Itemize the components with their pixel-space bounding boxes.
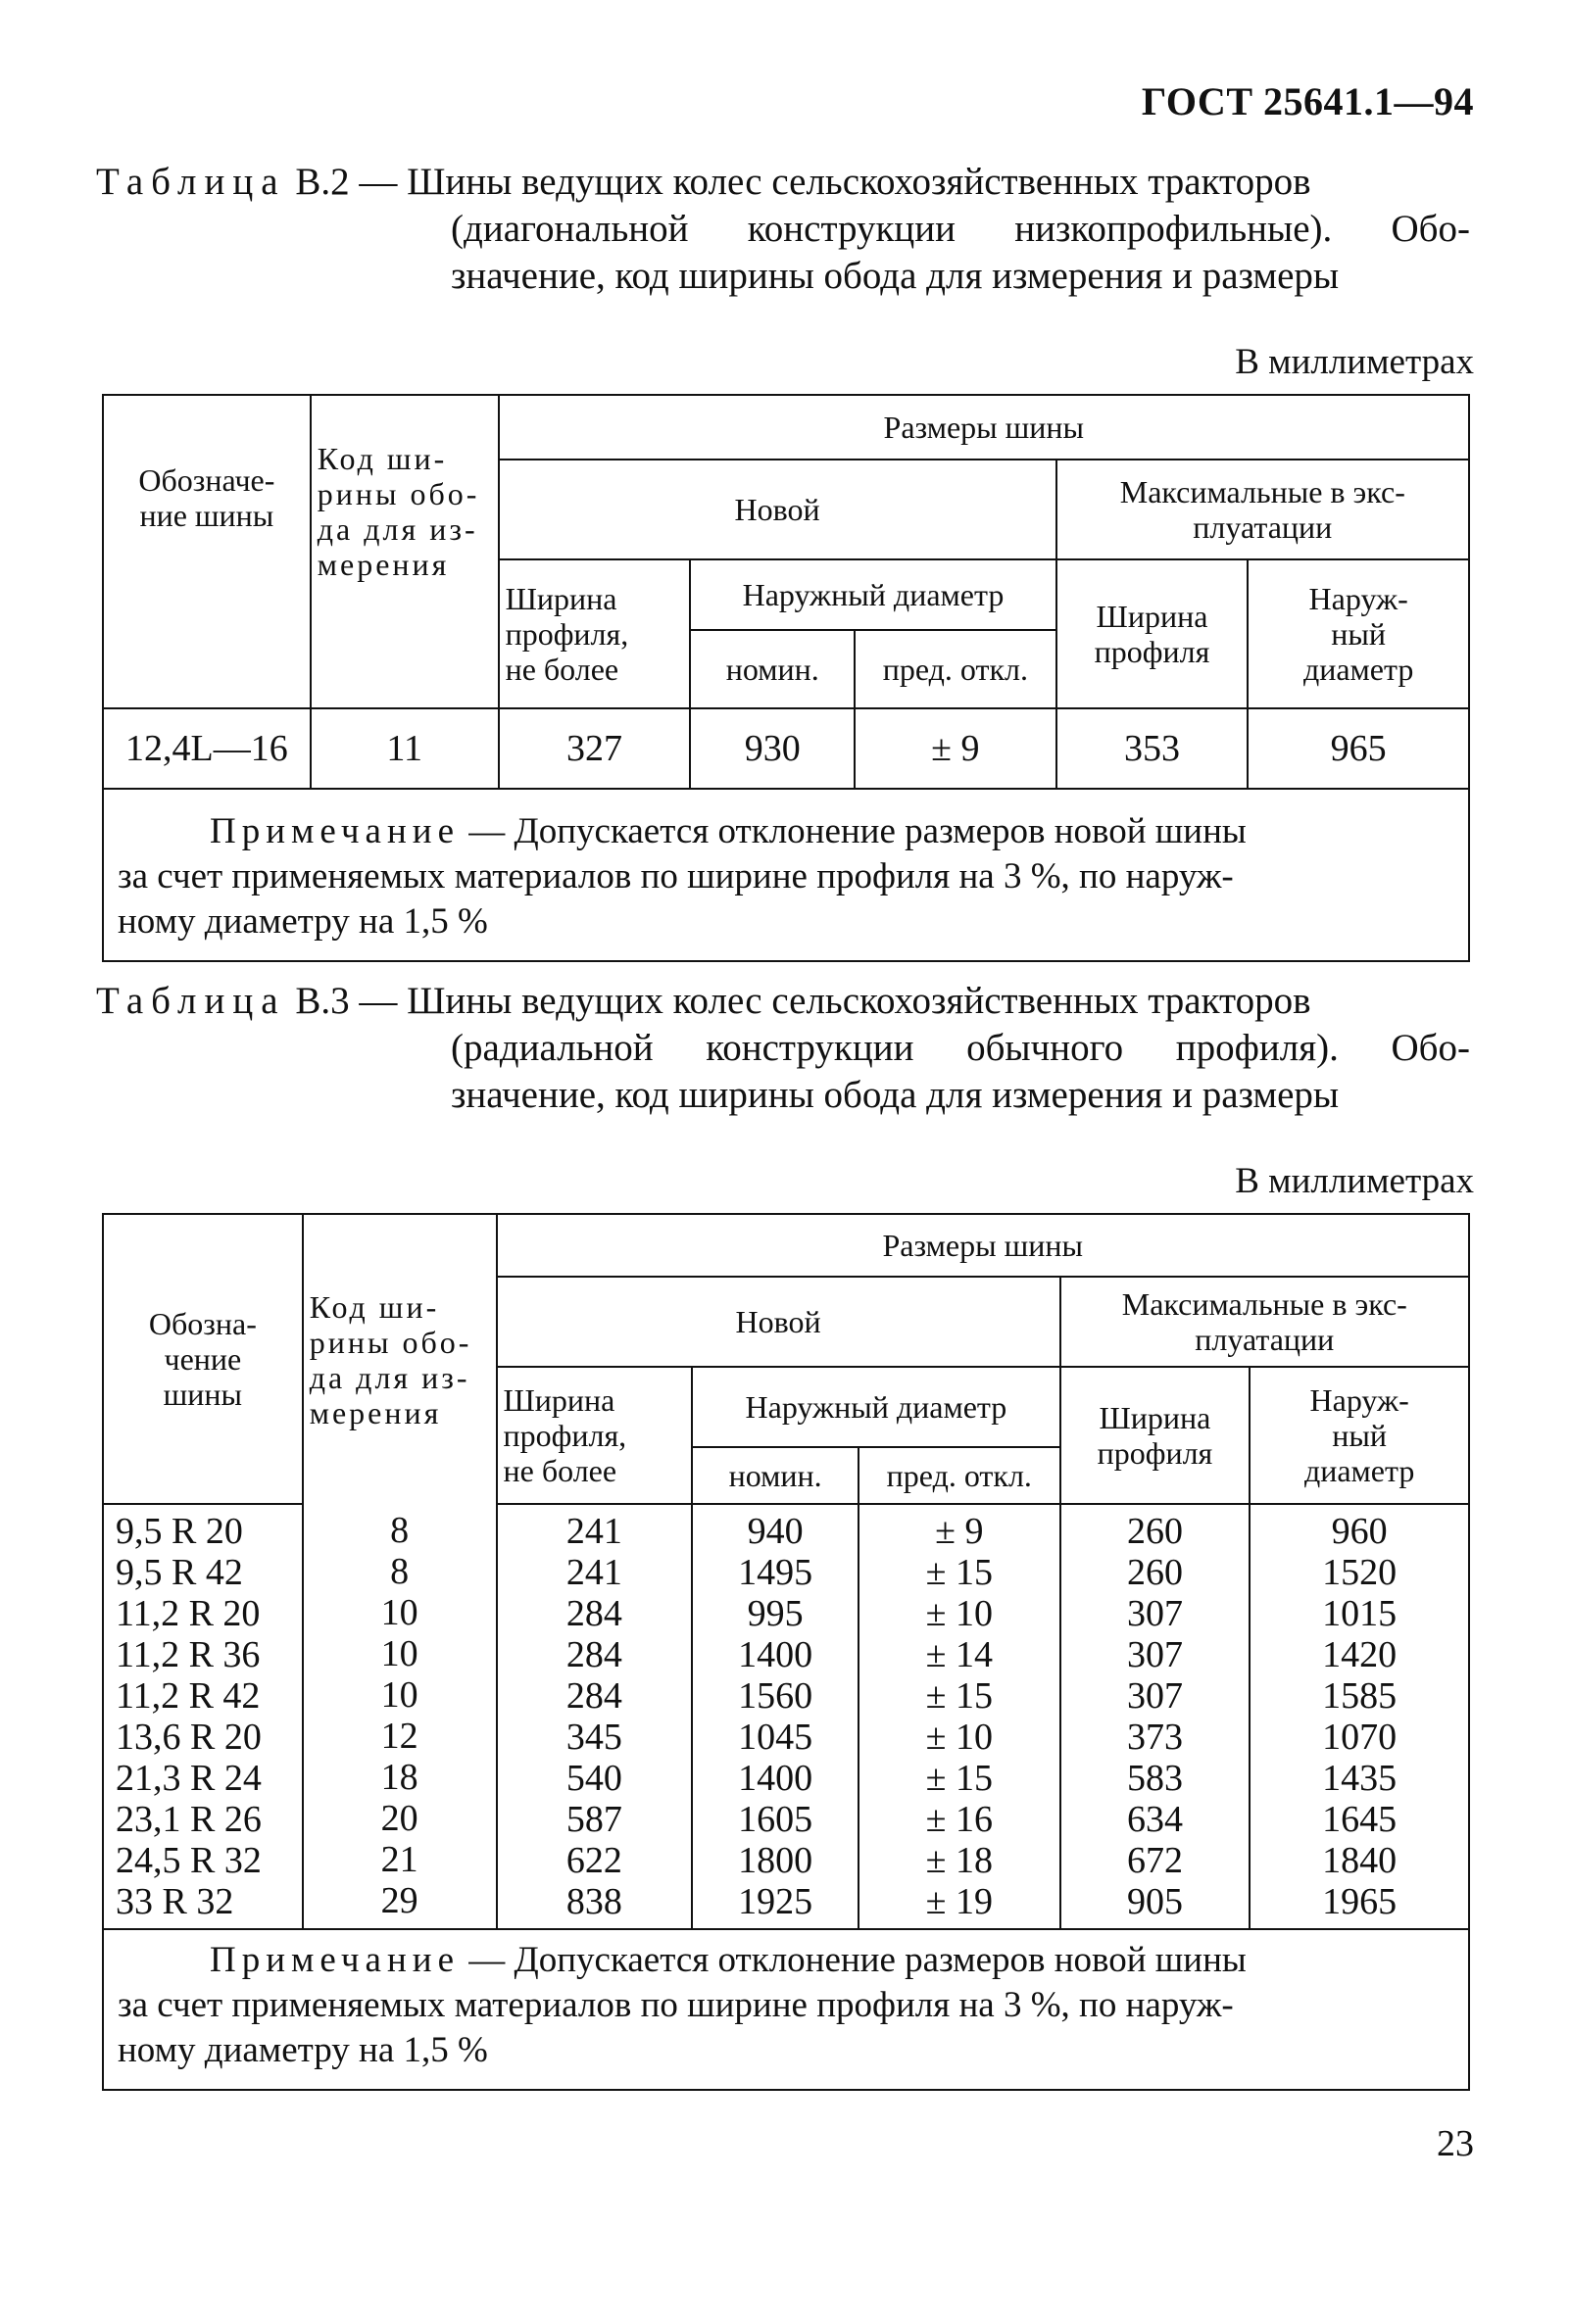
b3-cell: 241 (565, 1552, 622, 1593)
b3-header-designation: Обозна- чение шины (103, 1214, 303, 1504)
table-b3 (102, 1213, 1470, 2091)
b3-header-section-width: Ширина профиля, не более (497, 1367, 693, 1504)
b3-cell: 995 (747, 1593, 804, 1634)
table-b3-title-line3: значение, код ширины обода для измерения и размеры (451, 1074, 1340, 1116)
b2-cell: 11 (311, 708, 499, 789)
table-row (103, 708, 1469, 789)
table-b2-title-line2: (диагональной конструкции низкопрофильные). Обо- (451, 208, 1470, 250)
b2-header-width-profile: Ширина профиля (1056, 559, 1249, 708)
b3-cell: 284 (565, 1675, 622, 1717)
b2-cell: 12,4L—16 (103, 708, 311, 789)
b3-cell: 1840 (1322, 1840, 1398, 1881)
b3-header-max-service: Максимальные в экс- плуатации (1060, 1277, 1469, 1367)
b3-cell: 18 (380, 1757, 418, 1798)
table-b2-units: В миллиметрах (1235, 342, 1474, 382)
b3-cell: ± 15 (925, 1675, 993, 1717)
b3-cell: 307 (1126, 1593, 1183, 1634)
b2-header-max-service: Максимальные в экс- плуатации (1056, 460, 1469, 559)
b3-cell: 307 (1126, 1634, 1183, 1675)
b2-header-section-width: Ширина профиля, не более (499, 559, 691, 708)
b3-cell: 634 (1126, 1799, 1183, 1840)
b3-cell: ± 9 (935, 1511, 984, 1552)
b3-cell: 1925 (738, 1881, 813, 1922)
b3-header-width-profile: Ширина профиля (1060, 1367, 1251, 1504)
b3-cell: 23,1 R 26 (116, 1799, 262, 1840)
b3-column-designation (103, 1504, 303, 1929)
b3-cell: 12 (380, 1716, 418, 1757)
b3-cell: 260 (1126, 1552, 1183, 1593)
b2-header-designation: Обозначе- ние шины (103, 395, 311, 708)
b3-cell: 241 (565, 1511, 622, 1552)
b3-cell: 672 (1126, 1840, 1183, 1881)
b3-cell: 1400 (738, 1634, 813, 1675)
b3-cell: 1585 (1322, 1675, 1398, 1717)
b3-cell: 11,2 R 42 (116, 1675, 261, 1717)
b3-cell: 9,5 R 42 (116, 1552, 243, 1593)
b3-header-outer-diameter: Наружный диаметр (692, 1367, 1059, 1447)
b2-header-outer-diameter-short: Наруж- ный диаметр (1248, 559, 1469, 708)
document-number: ГОСТ 25641.1—94 (1141, 79, 1474, 123)
b3-note-line3: ному диаметру на 1,5 % (118, 2030, 488, 2070)
b3-cell: ± 15 (925, 1552, 993, 1593)
b3-header-new: Новой (497, 1277, 1060, 1367)
b3-cell: 1965 (1322, 1881, 1398, 1922)
b3-cell: 307 (1126, 1675, 1183, 1717)
b2-cell: 930 (690, 708, 855, 789)
b3-cell: 960 (1331, 1511, 1388, 1552)
b3-cell: 1800 (738, 1840, 813, 1881)
table-b2-caption (96, 159, 1470, 300)
b2-header-new: Новой (499, 460, 1056, 559)
b3-cell: 1495 (738, 1552, 813, 1593)
b3-note-label: Примечание (210, 1940, 460, 1980)
b3-cell: 13,6 R 20 (116, 1717, 262, 1758)
b2-note-line3: ному диаметру на 1,5 % (118, 901, 488, 942)
b2-cell: 327 (499, 708, 691, 789)
b3-cell: 1420 (1322, 1634, 1398, 1675)
b3-cell: 1560 (738, 1675, 813, 1717)
b3-cell: 21,3 R 24 (116, 1758, 262, 1799)
b3-cell: ± 16 (925, 1799, 993, 1840)
b2-note-line1: — Допускается отклонение размеров новой шины (460, 811, 1247, 851)
b3-column-nominal (692, 1504, 859, 1929)
b3-cell: 21 (380, 1839, 418, 1880)
table-b3-caption (96, 978, 1470, 1119)
b3-cell: ± 19 (925, 1881, 993, 1922)
b3-note-line1: — Допускается отклонение размеров новой шины (460, 1940, 1247, 1980)
b2-header-nominal: номин. (690, 630, 855, 708)
table-b3-title-line2: (радиальной конструкции обычного профиля). Обо- (451, 1027, 1470, 1069)
b3-header-outer-diameter-short: Наруж- ный диаметр (1250, 1367, 1469, 1504)
b3-cell: ± 15 (925, 1758, 993, 1799)
b3-note-line2: за счет применяемых материалов по ширине профиля на 3 %, по наруж- (118, 1985, 1234, 2025)
b2-cell: 965 (1248, 708, 1469, 789)
b3-cell: 10 (380, 1633, 418, 1674)
b3-cell: 33 R 32 (116, 1881, 234, 1922)
table-b3-units: В миллиметрах (1235, 1161, 1474, 1201)
b3-cell: ± 10 (925, 1593, 993, 1634)
b3-cell: ± 10 (925, 1717, 993, 1758)
page-number: 23 (1437, 2123, 1474, 2164)
b3-cell: 1435 (1322, 1758, 1398, 1799)
b3-cell: 9,5 R 20 (116, 1511, 243, 1552)
b3-cell: 583 (1126, 1758, 1183, 1799)
b3-cell: 11,2 R 36 (116, 1634, 261, 1675)
b3-cell: 622 (565, 1840, 622, 1881)
b3-cell: 24,5 R 32 (116, 1840, 262, 1881)
b3-cell: 838 (565, 1881, 622, 1922)
b3-cell: 1645 (1322, 1799, 1398, 1840)
b3-column-width-profile (1060, 1504, 1251, 1929)
b3-cell: 1520 (1322, 1552, 1398, 1593)
b3-header-rim-code: Код ши- рины обо- да для из- мерения (303, 1214, 497, 1504)
b3-cell: 11,2 R 20 (116, 1593, 261, 1634)
b2-cell: ± 9 (855, 708, 1056, 789)
b3-cell: ± 18 (925, 1840, 993, 1881)
table-data-block (103, 1504, 1469, 1929)
b3-cell: 10 (380, 1592, 418, 1633)
b3-cell: 260 (1126, 1511, 1183, 1552)
b3-cell: 345 (565, 1717, 622, 1758)
b2-header-tire-sizes: Размеры шины (499, 395, 1469, 460)
table-b3-title-line1: В.3 — Шины ведущих колес сельскохозяйственных тракторов (285, 980, 1311, 1022)
b2-note-line2: за счет применяемых материалов по ширине профиля на 3 %, по наруж- (118, 856, 1234, 896)
b3-cell: 1015 (1322, 1593, 1398, 1634)
b3-cell: 8 (390, 1551, 410, 1592)
b2-header-rim-code: Код ши- рины обо- да для из- мерения (311, 395, 499, 708)
b3-cell: 1045 (738, 1717, 813, 1758)
b3-cell: 29 (380, 1880, 418, 1921)
table-b3-label: Таблица (96, 980, 286, 1022)
b3-cell: 1070 (1322, 1717, 1398, 1758)
b3-column-outer-diameter (1250, 1504, 1469, 1929)
b2-header-tolerance: пред. откл. (855, 630, 1056, 708)
b3-cell: 284 (565, 1593, 622, 1634)
b3-cell: 8 (390, 1510, 410, 1551)
b3-note (103, 1929, 1469, 2090)
b3-cell: 1605 (738, 1799, 813, 1840)
b2-note (103, 789, 1469, 961)
b3-column-tolerance (859, 1504, 1060, 1929)
b3-cell: ± 14 (925, 1634, 993, 1675)
b3-cell: 20 (380, 1798, 418, 1839)
b3-cell: 940 (747, 1511, 804, 1552)
b3-cell: 905 (1126, 1881, 1183, 1922)
b3-header-tire-sizes: Размеры шины (497, 1214, 1470, 1277)
b3-cell: 284 (565, 1634, 622, 1675)
b3-cell: 587 (565, 1799, 622, 1840)
b2-note-label: Примечание (210, 811, 460, 851)
b3-cell: 10 (380, 1674, 418, 1716)
b3-column-section-width (497, 1504, 693, 1929)
b3-header-tolerance: пред. откл. (859, 1447, 1060, 1504)
table-b2-label: Таблица (96, 161, 286, 203)
table-b2 (102, 394, 1470, 962)
b3-cell: 1400 (738, 1758, 813, 1799)
b2-header-outer-diameter: Наружный диаметр (690, 559, 1055, 630)
table-b2-title-line3: значение, код ширины обода для измерения и размеры (451, 255, 1340, 297)
b3-header-nominal: номин. (692, 1447, 859, 1504)
b3-cell: 540 (565, 1758, 622, 1799)
table-b2-title-line1: В.2 — Шины ведущих колес сельскохозяйственных тракторов (285, 161, 1311, 203)
b3-column-rim-code (303, 1504, 497, 1929)
b3-cell: 373 (1126, 1717, 1183, 1758)
b2-cell: 353 (1056, 708, 1249, 789)
